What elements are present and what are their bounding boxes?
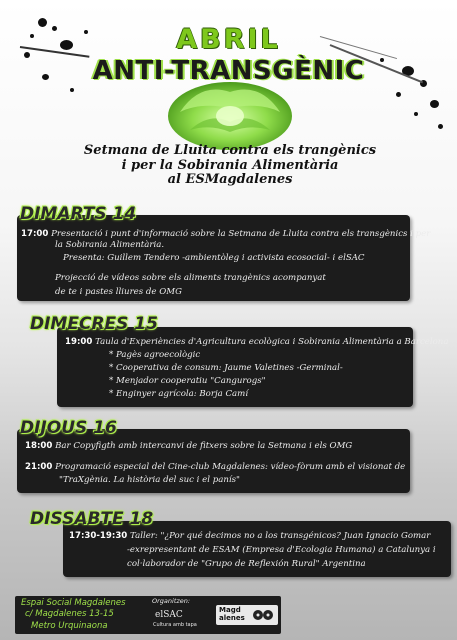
subtitle-line: al ESMagdalenes <box>167 172 293 187</box>
event-description: Programació especial del Cine-club Magdalenes: vídeo-fòrum amb el visionat de <box>55 462 406 472</box>
org-elsac-tagline: Cultura amb tapa <box>153 622 197 628</box>
venue-name: Espai Social Magdalenes <box>21 598 126 608</box>
event-description: Presentació i punt d'informació sobre la Setmana de Lluita contra els transgènics i per <box>51 229 431 239</box>
film-reel-icon <box>252 608 274 622</box>
subtitle <box>30 144 430 188</box>
day-heading-dijous: DIJOUS 16 <box>20 418 117 438</box>
event-time: 19:00 <box>65 337 93 347</box>
venue-metro: Metro Urquinaona <box>31 621 108 631</box>
event-description: la Sobirania Alimentària. <box>55 240 165 250</box>
event-time: 17:30-19:30 <box>69 531 128 541</box>
event-description: Projecció de vídeos sobre els aliments trangènics acompanyat <box>55 273 326 283</box>
footer-info-panel <box>15 596 281 634</box>
event-time: 17:00 <box>21 229 49 239</box>
event-description: * Cooperativa de consum: Jaume Valetines -Germinal- <box>109 363 343 373</box>
day-panel-dimecres <box>57 327 449 407</box>
event-description: col·laborador de "Grupo de Reflexión Rural" Argentina <box>127 559 366 569</box>
day-panel-dissabte <box>63 521 451 577</box>
event-description: Presenta: Guillem Tendero -ambientòleg i activista ecosocial- i elSAC <box>63 253 365 263</box>
event-description: * Enginyer agrícola: Borja Camí <box>109 389 249 399</box>
subtitle-line: Setmana de Lluita contra els trangènics <box>83 143 377 158</box>
day-panel-dijous <box>17 429 410 493</box>
event-description: Taula d'Experiències d'Agricultura ecològica i Sobirania Alimentària a Barcelona <box>95 337 449 347</box>
day-panel-dimarts <box>17 215 431 301</box>
organizers-label: Organitzen: <box>152 597 191 605</box>
event-description: -exrepresentant de ESAM (Empresa d'Ecologia Humana) a Catalunya i <box>127 545 436 555</box>
event-title: ANTI-TRANSGÈNIC <box>92 56 365 86</box>
subtitle-line: i per la Sobirania Alimentària <box>121 157 339 173</box>
event-description: de te i pastes lliures de OMG <box>55 287 182 297</box>
logo-text: alenes <box>219 614 245 622</box>
event-description: * Menjador cooperatiu "Cangurogs" <box>109 376 266 386</box>
org-elsac-logo: elSAC <box>155 610 183 620</box>
logo-text: Magd <box>219 606 241 614</box>
event-description: Taller: "¿Por qué decimos no a los transgénicos? Juan Ignacio Gomar <box>130 531 431 541</box>
event-description: Bar Copyfigth amb intercanvi de fitxers sobre la Setmana i els OMG <box>55 441 353 451</box>
org-magdalenes-logo <box>216 605 278 625</box>
event-description: * Pagès agroecològic <box>109 350 201 360</box>
event-time: 18:00 <box>25 441 53 451</box>
event-description: "TraXgènia. La història del suc i el panís" <box>59 475 240 485</box>
venue-address: c/ Magdalenes 13-15 <box>25 609 114 619</box>
day-heading-dimecres: DIMECRES 15 <box>30 314 158 334</box>
event-time: 21:00 <box>25 462 53 472</box>
month-heading: ABRIL <box>176 24 281 55</box>
day-heading-dissabte: DISSABTE 18 <box>30 509 154 529</box>
day-heading-dimarts: DIMARTS 14 <box>20 204 137 224</box>
